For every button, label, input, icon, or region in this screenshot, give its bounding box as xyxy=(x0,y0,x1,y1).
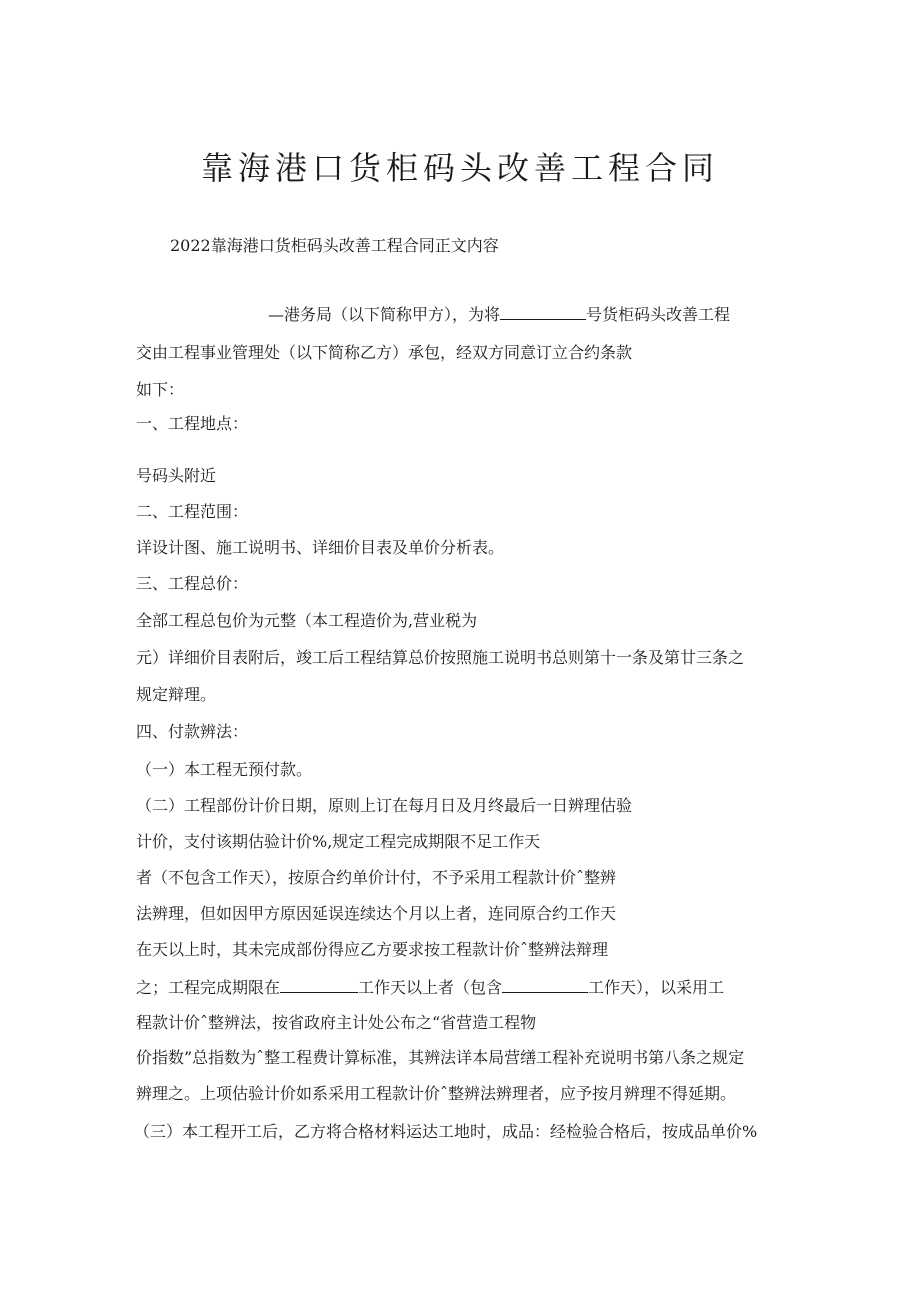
line-6-text-b: 工作天以上者（包含 xyxy=(358,978,503,997)
section-4-item-2-line-5: 在天以上时，其未完成部份得应乙方要求按工程款计价ˆ整辨法辩理 xyxy=(136,940,609,959)
document-subtitle: 2022靠海港口货柜码头改善工程合同正文内容 xyxy=(170,236,499,255)
section-4-item-2-line-6 xyxy=(136,976,724,999)
blank-field-work-days-inclusive xyxy=(502,976,588,993)
intro-line-1-text-a: —港务局（以下简称甲方），为将 xyxy=(268,305,501,324)
intro-line-2: 交由工程事业管理处（以下简称乙方）承包，经双方同意订立合约条款 xyxy=(136,343,633,362)
section-1-content: 号码头附近 xyxy=(136,466,217,485)
section-4-item-2-line-3: 者（不包含工作天），按原合约单价计付，不予采用工程款计价ˆ整辨 xyxy=(136,868,617,887)
section-4-item-2-line-7: 程款计价ˆ整辨法，按省政府主计处公布之“省营造工程物 xyxy=(136,1013,537,1032)
section-4-item-3: （三）本工程开工后，乙方将合格材料运达工地时，成品：经检验合格后，按成品单价% xyxy=(134,1122,758,1141)
section-4-item-2-line-2: 计价，支付该期估验计价%,规定工程完成期限不足工作天 xyxy=(136,832,541,851)
document-title: 靠海港口货柜码头改善工程合同 xyxy=(200,149,719,187)
section-4-item-2-line-1: （二）工程部份计价日期，原则上订在每月日及月终最后一日辨理估验 xyxy=(136,796,633,815)
section-4-item-2-line-4: 法辨理，但如因甲方原因延误连续达个月以上者，连同原合约工作天 xyxy=(136,904,617,923)
blank-field-dock-number xyxy=(500,303,586,320)
section-2-heading: 二、工程范围： xyxy=(136,502,249,521)
intro-line-1-text-b: 号货柜码头改善工程 xyxy=(586,305,731,324)
section-2-content: 详设计图、施工说明书、详细价目表及单价分析表。 xyxy=(136,538,505,557)
section-3-line-2: 元）详细价目表附后，竣工后工程结算总价按照施工说明书总则第十一条及第廿三条之 xyxy=(136,648,745,667)
section-1-heading: 一、工程地点： xyxy=(136,414,249,433)
intro-line-3: 如下： xyxy=(136,380,185,399)
blank-field-work-days xyxy=(280,976,358,993)
section-4-item-1: （一）本工程无预付款。 xyxy=(136,760,313,779)
section-4-item-2-line-8: 价指数”总指数为ˆ整工程费计算标准，其辨法详本局营缮工程补充说明书第八条之规定 xyxy=(136,1048,745,1067)
line-6-text-c: 工作天），以采用工 xyxy=(588,978,725,997)
section-3-heading: 三、工程总价： xyxy=(136,574,249,593)
section-3-line-1: 全部工程总包价为元整（本工程造价为,营业税为 xyxy=(136,611,478,630)
section-3-line-3: 规定辩理。 xyxy=(136,685,217,704)
section-4-heading: 四、付款辨法： xyxy=(136,722,249,741)
intro-line-1 xyxy=(268,303,730,326)
line-6-text-a: 之；工程完成期限在 xyxy=(136,978,281,997)
section-4-item-2-line-9: 辨理之。上项估验计价如系采用工程款计价ˆ整辨法辨理者，应予按月辨理不得延期。 xyxy=(136,1084,737,1103)
